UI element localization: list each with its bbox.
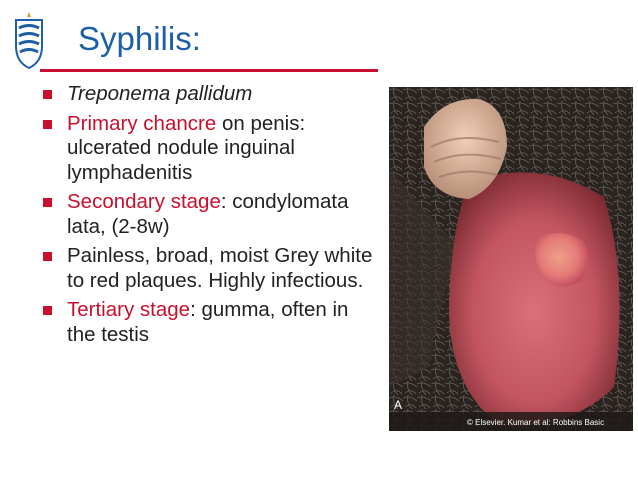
bullet-item (36, 298, 381, 347)
title-underline (40, 69, 378, 72)
bullet-item (36, 82, 381, 107)
square-bullet-icon (43, 120, 52, 129)
square-bullet-icon (43, 306, 52, 315)
square-bullet-icon (43, 252, 52, 261)
figure-credit: © Elsevier. Kumar et al: Robbins Basic (467, 418, 605, 427)
square-bullet-icon (43, 90, 52, 99)
bullet-text: : gumma, often in the testis (67, 298, 349, 346)
stage-label: Secondary stage (67, 190, 221, 213)
stage-label: Primary chancre (67, 111, 217, 135)
bullet-item (36, 244, 381, 293)
bullet-list (36, 82, 381, 352)
clinical-photo (389, 87, 633, 431)
square-bullet-icon (43, 198, 52, 207)
bullet-text: Treponema pallidum (67, 82, 253, 105)
clinical-photo-image (389, 87, 633, 431)
figure-panel-letter: A (394, 398, 403, 412)
bullet-item (36, 112, 381, 186)
slide-title: Syphilis: (78, 20, 201, 57)
bullet-item (36, 190, 381, 239)
bullet-text: : condylomata lata, (2-8w) (67, 190, 349, 238)
bullet-text: on penis: ulcerated nodule inguinal lymphadenitis (67, 111, 306, 184)
bullet-text: Painless, broad, moist Grey white to red plaques. Highly infectious. (67, 244, 373, 292)
university-crest-icon (14, 10, 44, 70)
stage-label: Tertiary stage (67, 298, 191, 321)
